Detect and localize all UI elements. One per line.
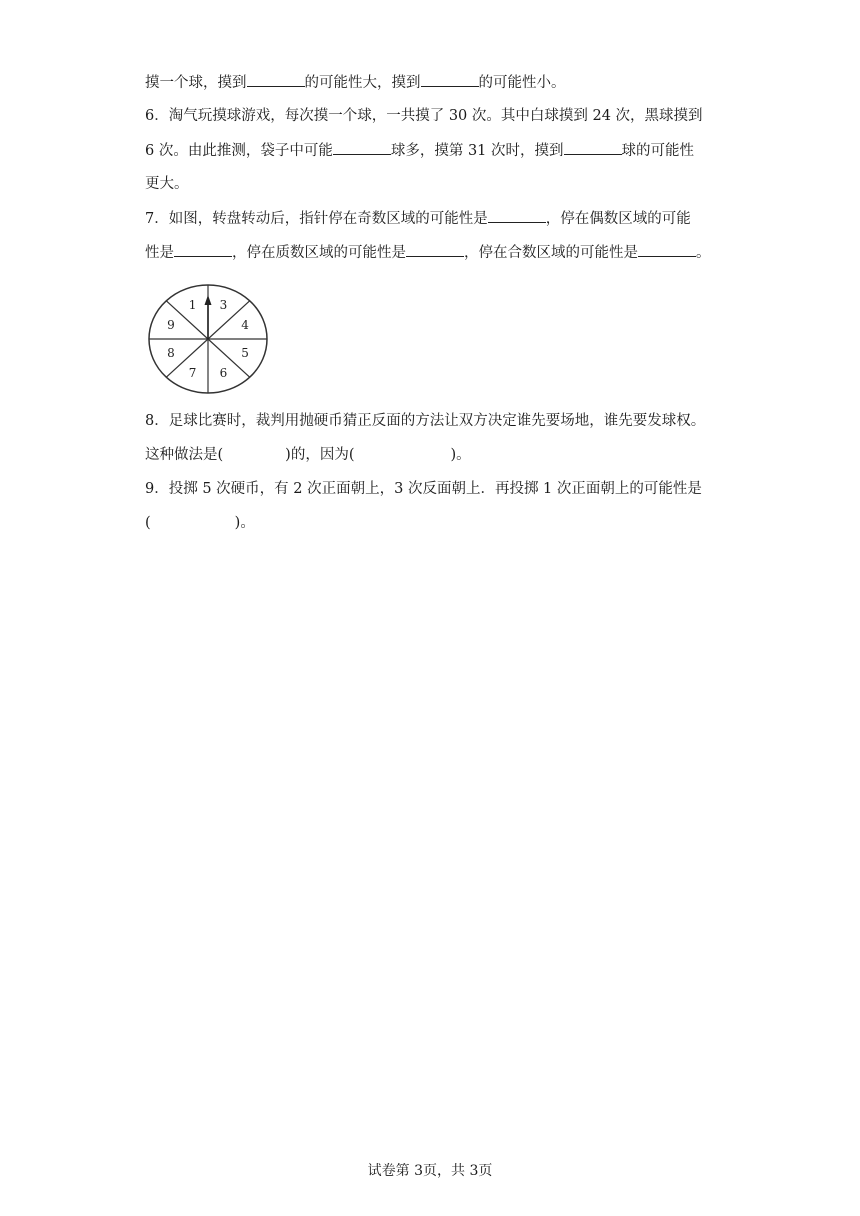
question-6-line-3 — [145, 174, 189, 194]
text-seg: 摸一个球，摸到 — [145, 75, 247, 91]
sector-label: 7 — [188, 365, 197, 380]
text-seg: 球的可能性 — [621, 143, 695, 159]
answer-blank[interactable] — [406, 242, 464, 257]
arrow-icon — [205, 295, 212, 339]
text-seg: 的可能性大，摸到 — [304, 75, 421, 91]
text-seg: 9．投掷 5 次硬币，有 2 次正面朝上，3 次反面朝上．再投掷 1 次正面朝上的可能性是 — [145, 481, 702, 497]
page-footer: 试卷第 3页，共 3页 — [367, 1163, 493, 1179]
question-7-line-2 — [145, 242, 711, 263]
sector-label: 9 — [167, 317, 175, 332]
sector-label: 6 — [219, 365, 228, 380]
text-seg: ，停在合数区域的可能性是 — [464, 245, 638, 261]
question-9-line-2 — [145, 513, 255, 533]
answer-blank[interactable] — [174, 242, 232, 257]
text-seg: 6 次。由此推测，袋子中可能 — [145, 143, 333, 159]
text-seg: 的可能性小。 — [478, 75, 566, 91]
text-seg: 。 — [696, 245, 711, 261]
spinner-figure — [146, 283, 270, 395]
sector-label: 3 — [219, 298, 228, 313]
text-seg: 7．如图，转盘转动后，指针停在奇数区域的可能性是 — [145, 211, 488, 227]
question-6-line-2 — [145, 140, 694, 161]
text-seg: 性是 — [145, 245, 174, 261]
text-seg: )。 — [234, 515, 255, 531]
answer-blank[interactable] — [421, 72, 479, 87]
answer-blank[interactable] — [247, 72, 305, 87]
answer-blank[interactable] — [488, 208, 546, 223]
text-seg: 球多，摸第 31 次时，摸到 — [390, 143, 564, 159]
text-seg: 这种做法是( — [145, 447, 224, 463]
sector-label: 1 — [188, 298, 197, 313]
answer-blank[interactable] — [564, 140, 622, 155]
question-5-continuation — [145, 72, 566, 93]
text-seg: 8．足球比赛时，裁判用抛硬币猜正反面的方法让双方决定谁先要场地，谁先要发球权。 — [145, 413, 706, 429]
sector-label: 5 — [241, 346, 249, 361]
text-seg: ，停在质数区域的可能性是 — [232, 245, 406, 261]
text-seg: )的，因为( — [285, 447, 355, 463]
answer-blank[interactable] — [638, 242, 696, 257]
sector-label: 4 — [241, 317, 249, 332]
question-8-line-2 — [145, 445, 471, 465]
question-6-line-1 — [145, 106, 703, 126]
question-8-line-1 — [145, 411, 705, 431]
text-seg: 更大。 — [145, 176, 189, 192]
question-9-line-1 — [145, 479, 702, 499]
answer-blank[interactable] — [333, 140, 391, 155]
text-seg: )。 — [450, 447, 471, 463]
sector-label: 8 — [167, 346, 175, 361]
question-7-line-1 — [145, 208, 691, 229]
text-seg: 6．淘气玩摸球游戏，每次摸一个球，一共摸了 30 次。其中白球摸到 24 次，黑球摸到 — [145, 108, 703, 124]
text-seg: ，停在偶数区域的可能 — [545, 211, 691, 227]
text-seg: ( — [145, 515, 151, 531]
